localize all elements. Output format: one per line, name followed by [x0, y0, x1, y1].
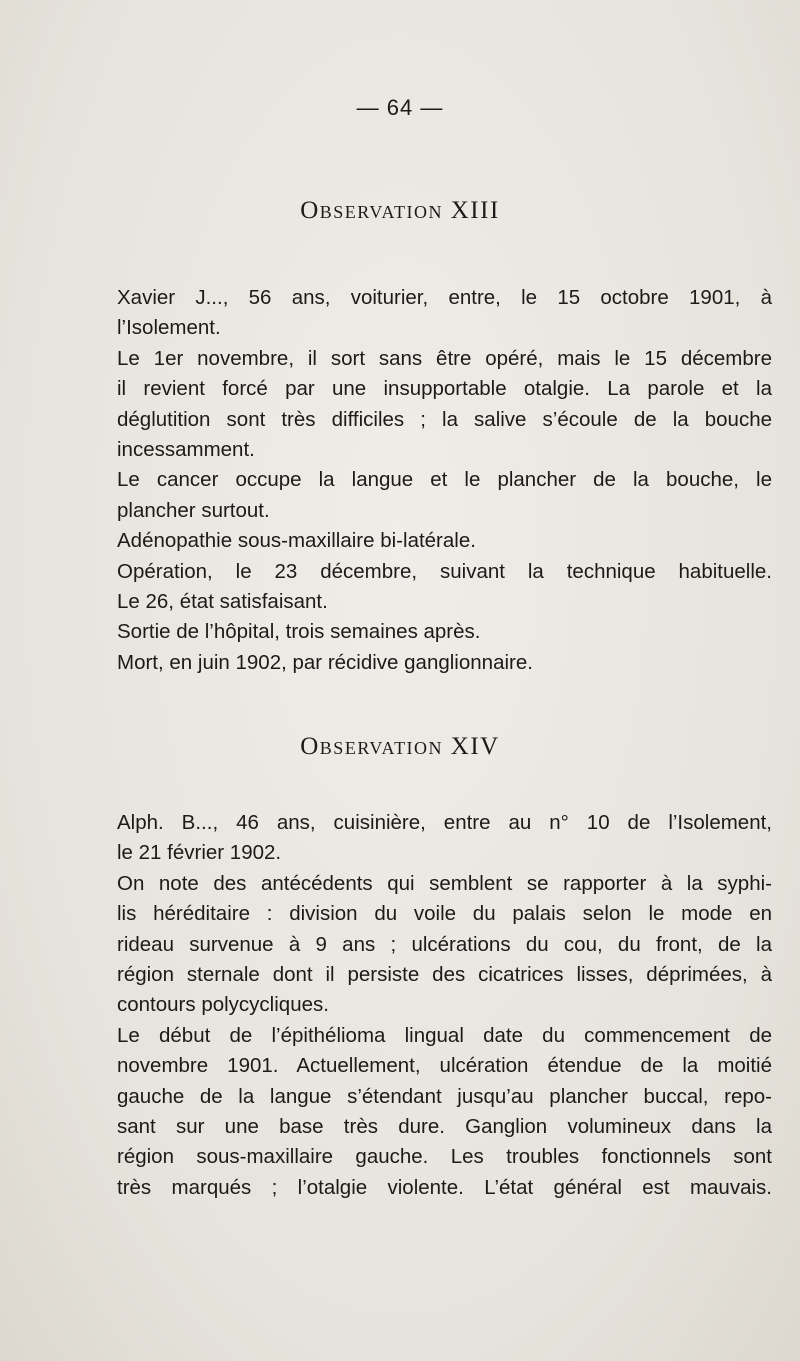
- text-line: l’Isolement.: [117, 316, 221, 340]
- text-line: Adénopathie sous-maxillaire bi-latérale.: [117, 529, 476, 553]
- observation-14-body: [117, 808, 772, 1203]
- text-line: déglutition sont très difficiles ; la salive s’écoule de la bouche: [117, 407, 772, 431]
- text-line: Le 26, état satisfaisant.: [117, 590, 328, 614]
- text-line: Opération, le 23 décembre, suivant la technique habituelle.: [117, 559, 772, 583]
- text-line: lis héréditaire : division du voile du palais selon le mode en: [117, 902, 772, 926]
- text-line: Sortie de l’hôpital, trois semaines après.: [117, 620, 481, 644]
- text-line: le 21 février 1902.: [117, 841, 282, 865]
- text-line: sant sur une base très dure. Ganglion volumineux dans la: [117, 1115, 772, 1139]
- text-line: Le 1er novembre, il sort sans être opéré, mais le 15 décembre: [117, 346, 772, 370]
- text-line: région sous-maxillaire gauche. Les troubles fonctionnels sont: [117, 1145, 772, 1169]
- text-line: Mort, en juin 1902, par récidive ganglionnaire.: [117, 650, 533, 674]
- text-line: très marqués ; l’otalgie violente. L’état général est mauvais.: [117, 1175, 772, 1199]
- text-line: il revient forcé par une insupportable otalgie. La parole et la: [117, 377, 772, 401]
- text-line: Le cancer occupe la langue et le plancher de la bouche, le: [117, 468, 772, 492]
- text-line: Le début de l’épithélioma lingual date du commencement de: [117, 1023, 772, 1047]
- text-line: région sternale dont il persiste des cicatrices lisses, déprimées, à: [117, 963, 772, 987]
- text-line: incessamment.: [117, 438, 255, 462]
- page-number: — 64 —: [356, 95, 444, 120]
- text-line: contours polycycliques.: [117, 993, 329, 1017]
- text-line: On note des antécédents qui semblent se rapporter à la syphi-: [117, 871, 772, 895]
- observation-13-heading: Observation XIII: [300, 197, 500, 224]
- text-line: Xavier J..., 56 ans, voiturier, entre, le 15 octobre 1901, à: [117, 286, 772, 309]
- text-line: novembre 1901. Actuellement, ulcération étendue de la moitié: [117, 1054, 772, 1078]
- observation-13-body: [117, 283, 772, 678]
- text-line: Alph. B..., 46 ans, cuisinière, entre au n° 10 de l’Isolement,: [117, 811, 772, 834]
- text-line: plancher surtout.: [117, 498, 270, 522]
- text-line: rideau survenue à 9 ans ; ulcérations du cou, du front, de la: [117, 932, 772, 956]
- observation-14-heading: Observation XIV: [300, 733, 500, 760]
- text-line: gauche de la langue s’étendant jusqu’au plancher buccal, repo-: [117, 1084, 772, 1108]
